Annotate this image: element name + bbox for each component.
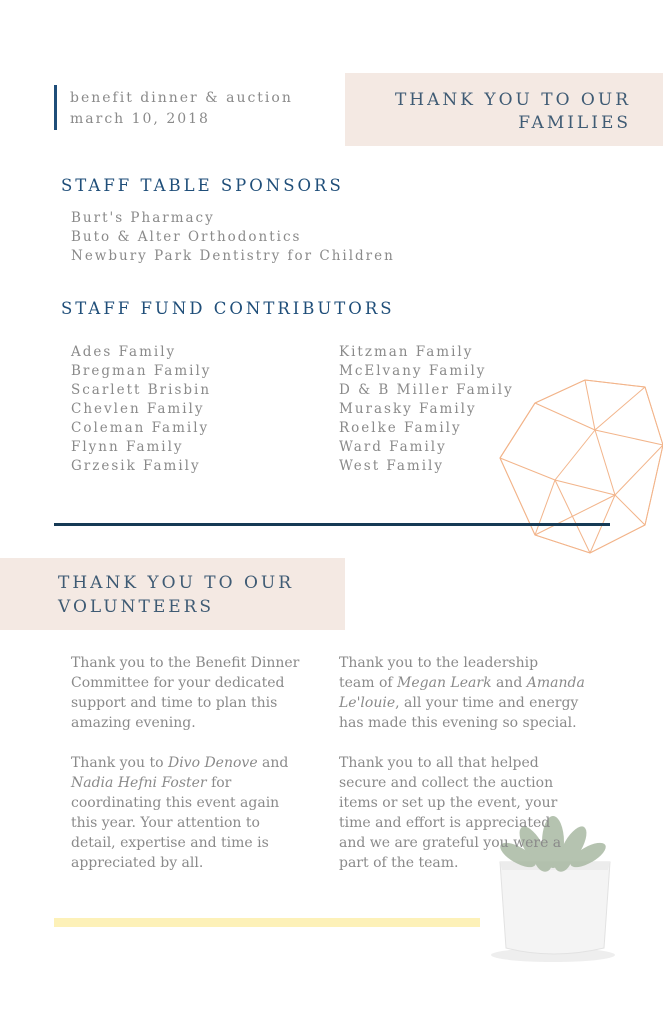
families-banner-line1: THANK YOU TO OUR [394, 90, 631, 110]
list-item: Ward Family [339, 439, 447, 455]
paragraph-line: and we are grateful you were a [339, 835, 562, 851]
paragraph-line: time and effort is appreciated [339, 815, 551, 831]
list-item: Ades Family [71, 344, 177, 360]
list-item: Chevlen Family [71, 401, 205, 417]
list-item: Bregman Family [71, 363, 212, 379]
paragraph-line: secure and collect the auction [339, 775, 554, 791]
contributors-left-column [71, 343, 211, 476]
paragraph-line: coordinating this event again [71, 795, 280, 811]
paragraph-line: part of the team. [339, 855, 459, 871]
staff-fund-contributors-heading: STAFF FUND CONTRIBUTORS [61, 299, 395, 318]
list-item: Kitzman Family [339, 344, 474, 360]
contributors-right-column [339, 343, 514, 476]
paragraph-line: this year. Your attention to [71, 815, 260, 831]
list-item: Roelke Family [339, 420, 462, 436]
paragraph-line: appreciated by all. [71, 855, 204, 871]
section-divider [54, 523, 610, 526]
families-banner [345, 73, 663, 146]
name-italic: Amanda [526, 675, 585, 691]
paragraph-line [339, 673, 585, 693]
list-item: Murasky Family [339, 401, 477, 417]
event-date: march 10, 2018 [70, 111, 210, 127]
paragraph-line: has made this evening so special. [339, 715, 577, 731]
paragraph-line: Thank you to the Benefit Dinner [71, 655, 300, 671]
event-name: benefit dinner & auction [70, 90, 293, 106]
text-run: and [491, 675, 527, 691]
paragraph-line: detail, expertise and time is [71, 835, 269, 851]
families-banner-title [395, 89, 631, 135]
volunteers-banner-line1: THANK YOU TO OUR [58, 573, 295, 593]
list-item: Flynn Family [71, 439, 184, 455]
paragraph-line: support and time to plan this [71, 695, 278, 711]
volunteers-paragraph-1 [71, 653, 299, 733]
name-italic: Nadia Hefni Foster [71, 775, 207, 791]
list-item: McElvany Family [339, 363, 487, 379]
list-item: Burt's Pharmacy [71, 210, 215, 226]
event-info [70, 88, 293, 130]
staff-table-sponsors-heading: STAFF TABLE SPONSORS [61, 176, 344, 195]
text-run: Thank you to [71, 755, 168, 771]
paragraph-line: Committee for your dedicated [71, 675, 285, 691]
text-run: for [206, 775, 232, 791]
list-item: D & B Miller Family [339, 382, 514, 398]
list-item: Buto & Alter Orthodontics [71, 229, 302, 245]
volunteers-paragraph-4 [339, 753, 561, 873]
volunteers-banner-line2: VOLUNTEERS [58, 597, 215, 617]
staff-table-sponsors-list [71, 209, 395, 266]
paragraph-line: Thank you to the leadership [339, 655, 539, 671]
volunteers-banner [0, 558, 345, 630]
volunteers-paragraph-2 [71, 753, 288, 873]
volunteers-paragraph-3 [339, 653, 585, 733]
paragraph-line: amazing evening. [71, 715, 196, 731]
yellow-accent-bar [54, 918, 480, 927]
event-accent-bar [54, 85, 57, 130]
list-item: Scarlett Brisbin [71, 382, 212, 398]
name-italic: Megan Leark [397, 675, 492, 691]
text-run: team of [339, 675, 398, 691]
paragraph-line [71, 773, 288, 793]
volunteers-banner-title [58, 571, 294, 619]
text-run: and [257, 755, 289, 771]
paragraph-line: Thank you to all that helped [339, 755, 539, 771]
list-item: Newbury Park Dentistry for Children [71, 248, 395, 264]
name-italic: Divo Denove [167, 755, 258, 771]
text-run: , all your time and energy [395, 695, 579, 711]
paragraph-line: items or set up the event, your [339, 795, 558, 811]
families-banner-line2: FAMILIES [518, 113, 631, 133]
name-italic: Le'louie [339, 695, 396, 711]
list-item: Grzesik Family [71, 458, 201, 474]
geometric-polyhedron-decoration [495, 375, 663, 560]
list-item: Coleman Family [71, 420, 210, 436]
paragraph-line [71, 753, 288, 773]
paragraph-line [339, 693, 585, 713]
list-item: West Family [339, 458, 444, 474]
